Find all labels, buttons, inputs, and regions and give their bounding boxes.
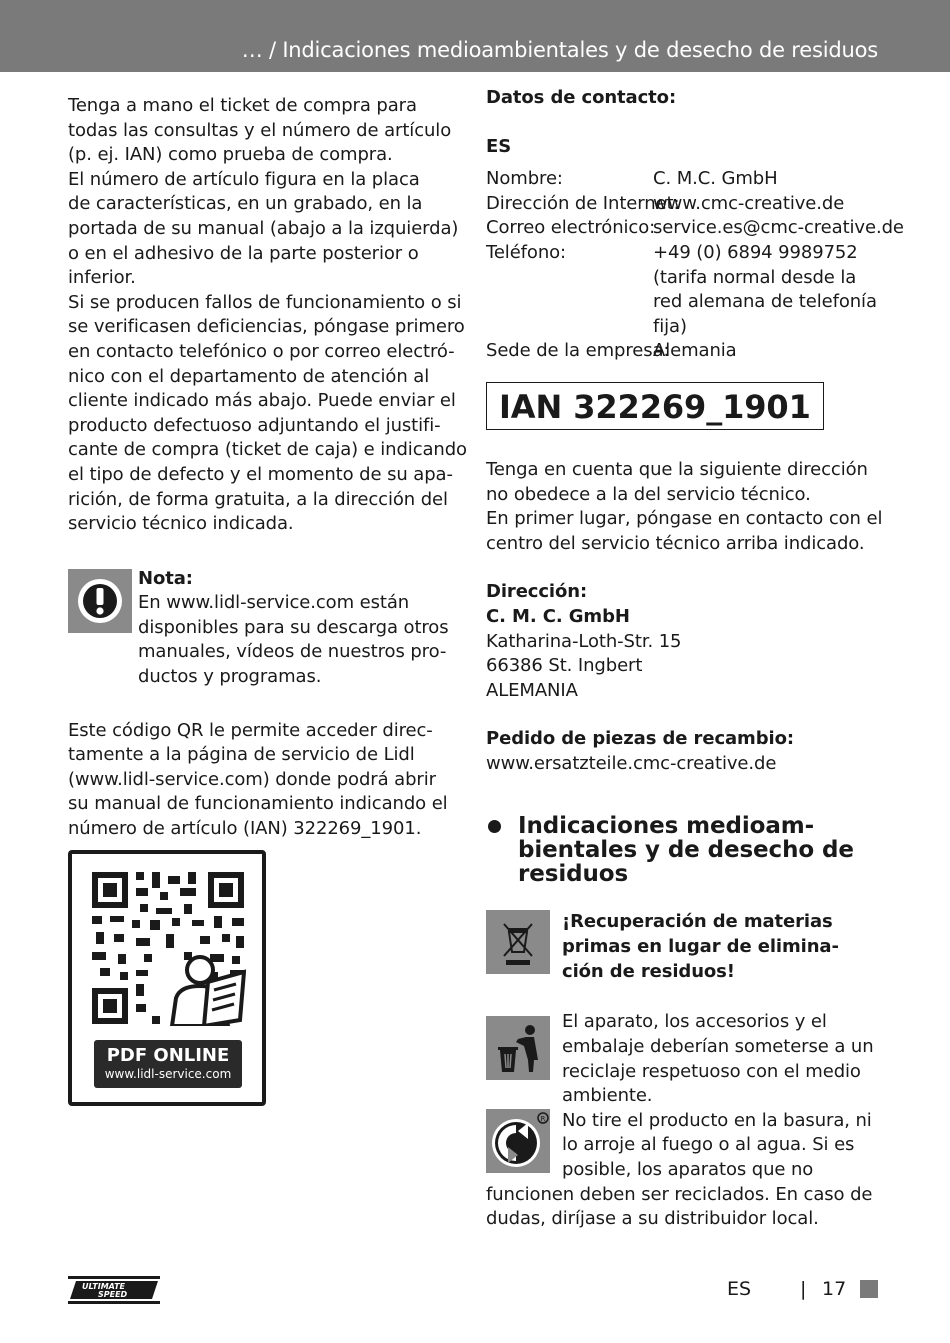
contact-row-hq: Sede de la empresa: Alemania [486, 340, 737, 362]
footer-square-icon [860, 1280, 878, 1298]
pdf-online-url[interactable]: www.lidl-service.com [104, 1067, 232, 1081]
web-link[interactable]: www.cmc-creative.de [653, 192, 845, 214]
recycle-heading-row [486, 910, 886, 996]
dispose-paragraph-indented: No tire el producto en la basura, ni lo arroje al fuego o al agua. Si es posible, los aparatos que no [562, 1109, 872, 1181]
contact-row-email: Correo electrónico: service.es@cmc-creative.de [486, 216, 886, 241]
green-dot-icon [486, 1109, 550, 1173]
page-header [0, 0, 950, 72]
footer-language: ES [727, 1278, 752, 1300]
country-code: ES [486, 135, 512, 157]
svg-text:ULTIMATE: ULTIMATE [82, 1282, 126, 1291]
qr-card[interactable] [68, 850, 266, 1106]
address-block: Dirección: C. M. C. GmbH Katharina-Loth-Str. 15 66386 St. Ingbert ALEMANIA [486, 581, 682, 701]
recycle-paragraph: El aparato, los accesorios y el embalaje deberían someterse a un reciclaje respetuoso con el medio ambiente. [562, 1011, 874, 1107]
contact-row-phone: Teléfono: +49 (0) 6894 9989752 (tarifa normal desde la red alemana de telefonía fija) [486, 241, 877, 337]
spares-link[interactable]: www.ersatzteile.cmc-creative.de [486, 752, 777, 774]
svg-text:R: R [540, 1114, 546, 1123]
ian-box: IAN 322269_1901 [486, 382, 824, 430]
svg-text:SPEED: SPEED [98, 1290, 128, 1299]
exclamation-icon [68, 569, 132, 633]
intro-paragraph: Tenga a mano el ticket de compra para todas las consultas y el número de artículo (p. ej. IAN) como prueba de compra. El número de artículo figura en la placa de características, en un grabado, en la portada de su manual (abajo a la izquierda) o en el adhesivo de la parte posterior o inferior. Si se producen fallos de funcionamiento o si se verificasen deficiencias, póngase primero en contacto telefónico o por correo electró- nico con el departamento de atención al cliente indicado más abajo. Puede enviar el producto defectuoso adjuntando el justifi- cante de compra (ticket de caja) e indicando el tipo de defecto y el momento de su apa- rición, de forma gratuita, a la dirección del servicio técnico indicada. [68, 95, 467, 535]
contact-row-name: Nombre: C. M.C. GmbH [486, 168, 778, 190]
crossed-bin-icon [486, 910, 550, 974]
contact-row-web: Dirección de Internet: www.cmc-creative.de [486, 192, 886, 217]
bullet-icon [488, 820, 501, 833]
pdf-online-badge [94, 1040, 242, 1088]
pdf-online-title: PDF ONLINE [106, 1045, 230, 1066]
note-text: Nota: En www.lidl-service.com están disponibles para su descarga otros manuales, vídeos de nuestros pro- ductos y programas. [138, 567, 468, 690]
notice-paragraph: Tenga en cuenta que la siguiente dirección no obedece a la del servicio técnico. En primer lugar, póngase en contacto con el centro del servicio técnico arriba indicado. [486, 458, 883, 554]
section-title: Indicaciones medioam- bientales y de desecho de residuos [486, 814, 886, 886]
header-title: … / Indicaciones medioambientales y de desecho de residuos [241, 38, 878, 62]
email-link[interactable]: service.es@cmc-creative.de [653, 217, 904, 239]
recycle-heading: ¡Recuperación de materias primas en lugar de elimina- ción de residuos! [562, 911, 839, 982]
note-heading: Nota: [138, 567, 193, 589]
dispose-paragraph-full: funcionen deben ser reciclados. En caso de dudas, diríjase a su distribuidor local. [486, 1183, 873, 1230]
tidyman-icon [486, 1016, 550, 1080]
page-number: 17 [822, 1278, 847, 1300]
contact-table [486, 167, 904, 364]
recycle-row [486, 1010, 886, 1108]
contact-heading: Datos de contacto: [486, 87, 677, 108]
right-column [486, 86, 904, 1232]
brand-logo [68, 1276, 160, 1308]
footer-separator: | [800, 1278, 807, 1300]
note-box [68, 567, 466, 693]
qr-paragraph: Este código QR le permite acceder direc- tamente a la página de servicio de Lidl (www.lidl-service.com) donde podrá abrir su manual de funcionamiento indicando el número de artículo (IAN) 322269_1901. [68, 719, 448, 840]
spares-block: Pedido de piezas de recambio: www.ersatzteile.cmc-creative.de [486, 727, 886, 776]
qr-code-icon [90, 870, 246, 1026]
dispose-row [486, 1109, 886, 1232]
left-column [68, 94, 466, 842]
